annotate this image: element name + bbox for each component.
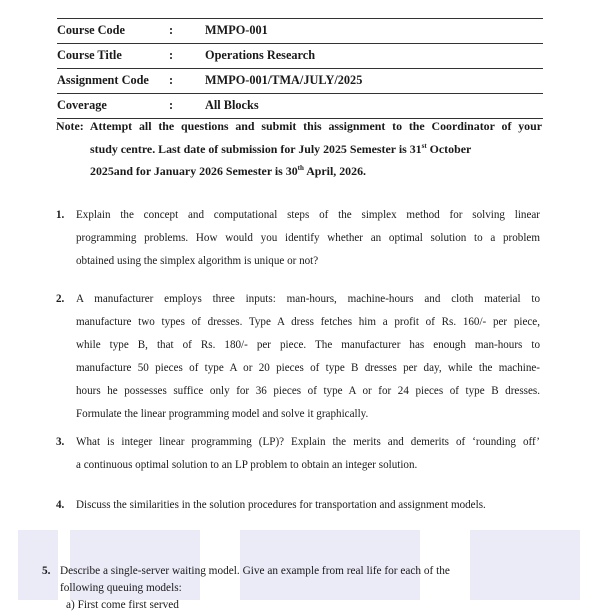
question-line: What is integer linear programming (LP)? Explain the merits and demerits of ‘rounding off’	[76, 436, 540, 448]
question-number: 2.	[56, 293, 65, 305]
question-text	[76, 494, 540, 517]
note-superscript: st	[421, 141, 427, 150]
question-text	[76, 288, 540, 426]
row-value: MMPO-001	[205, 23, 268, 37]
submission-note	[56, 115, 542, 183]
question-text	[76, 204, 540, 273]
question-number: 4.	[56, 499, 65, 511]
question-4	[56, 494, 540, 517]
row-colon: :	[169, 48, 174, 62]
question-3	[56, 431, 540, 477]
row-label: Course Code	[57, 23, 125, 37]
question-line: hours he possesses suffice only for 36 pieces of type A or for 24 pieces of type B dresses.	[76, 385, 540, 397]
note-line	[56, 138, 542, 161]
course-info-table	[57, 18, 543, 119]
question-line: manufacture two types of dresses. Type A dress fetches him a profit of Rs. 160/- per piece,	[76, 316, 540, 328]
question-text	[60, 563, 526, 614]
question-number: 3.	[56, 436, 65, 448]
note-line	[56, 160, 542, 183]
row-colon: :	[169, 73, 174, 87]
question-number: 1.	[56, 209, 65, 221]
question-line: a) First come first served	[66, 599, 179, 611]
question-line: Formulate the linear programming model and solve it graphically.	[76, 408, 369, 420]
course-code-row	[57, 19, 543, 44]
row-value: Operations Research	[205, 48, 316, 62]
question-line: a continuous optimal solution to an LP problem to obtain an integer solution.	[76, 459, 418, 471]
note-superscript: th	[297, 164, 304, 172]
question-5	[42, 563, 526, 614]
row-colon: :	[169, 98, 174, 112]
assignment-code-row	[57, 69, 543, 94]
question-line: while type B, that of Rs. 180/- per piece. The manufacturer has enough man-hours to	[76, 339, 540, 351]
row-label: Course Title	[57, 48, 122, 62]
note-text: April, 2026.	[303, 164, 366, 178]
question-2	[56, 288, 540, 426]
question-1	[56, 204, 540, 273]
course-title-row	[57, 44, 543, 69]
row-value: MMPO-001/TMA/JULY/2025	[205, 73, 363, 87]
note-text: 2025and for January 2026 Semester is 30	[90, 164, 298, 178]
question-line: following queuing models:	[60, 582, 182, 594]
row-label: Assignment Code	[57, 73, 149, 87]
row-label: Coverage	[57, 98, 107, 112]
question-text	[76, 431, 540, 477]
note-text: October	[426, 141, 472, 156]
row-colon: :	[169, 23, 174, 37]
question-line: obtained using the simplex algorithm is unique or not?	[76, 255, 319, 267]
note-text: study centre. Last date of submission for July 2025 Semester is 31	[90, 141, 422, 156]
question-line: Describe a single-server waiting model. Give an example from real life for each of the	[60, 565, 450, 577]
note-line: Note: Attempt all the questions and submit this assignment to the Coordinator of your	[56, 119, 542, 133]
question-line: manufacture 50 pieces of type A or 20 pieces of type B dresses per day, while the machine-	[76, 362, 540, 374]
question-number: 5.	[42, 565, 51, 577]
question-line: Discuss the similarities in the solution procedures for transportation and assignment models.	[76, 499, 486, 511]
question-line: Explain the concept and computational steps of the simplex method for solving linear	[76, 209, 540, 221]
question-line: A manufacturer employs three inputs: man-hours, machine-hours and cloth material to	[76, 293, 540, 305]
question-line: programming problems. How would you identify whether an optimal solution to a problem	[76, 232, 540, 244]
row-value: All Blocks	[205, 98, 259, 112]
